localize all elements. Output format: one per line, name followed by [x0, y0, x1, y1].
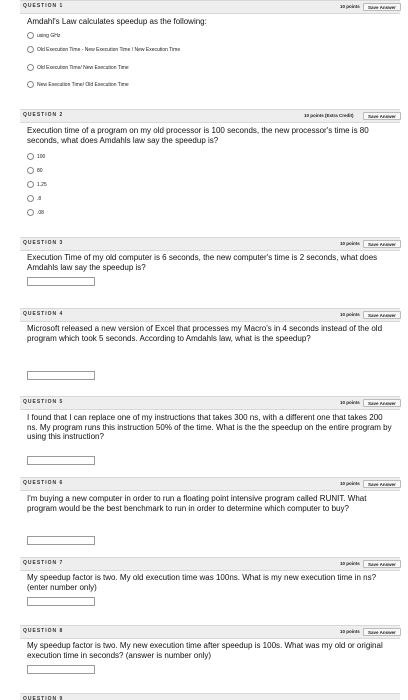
option-label: Old Execution Time/ New Execution Time: [37, 64, 129, 71]
question-9-header: [20, 693, 400, 700]
question-8-answer-input[interactable]: [27, 665, 95, 674]
radio-button[interactable]: [27, 181, 34, 188]
option-label: using GHz: [37, 32, 61, 39]
question-9-number: QUESTION 9: [23, 696, 64, 700]
question-2-save-button[interactable]: Save Answer: [363, 112, 401, 120]
option-label: .08: [37, 209, 44, 216]
question-8-save-button[interactable]: Save Answer: [363, 628, 401, 636]
question-3-save-button[interactable]: Save Answer: [363, 240, 401, 248]
question-1-text: Amdahl's Law calculates speedup as the following:: [27, 17, 207, 26]
question-8-text: My speedup factor is two. My new execution time after speedup is 100s. What was my old or original execution time in seconds? (answer is number only): [27, 641, 383, 660]
question-4-number: QUESTION 4: [23, 311, 64, 317]
question-4-points: 10 points: [340, 312, 360, 317]
question-2-number: QUESTION 2: [23, 112, 64, 118]
question-6-save-button[interactable]: Save Answer: [363, 480, 401, 488]
question-7-text: My speedup factor is two. My old execution time was 100ns. What is my new execution time in ns? (enter number only): [27, 573, 377, 592]
question-8-points: 10 points: [340, 629, 360, 634]
question-7-save-button[interactable]: Save Answer: [363, 560, 401, 568]
question-5-save-button[interactable]: Save Answer: [363, 399, 401, 407]
question-3-header: [20, 237, 400, 251]
option-label: .8: [37, 195, 42, 202]
question-6-header: [20, 477, 400, 491]
radio-button[interactable]: [27, 167, 34, 174]
radio-button[interactable]: [27, 46, 34, 53]
question-5-answer-input[interactable]: [27, 456, 95, 465]
question-7-answer-input[interactable]: [27, 597, 95, 606]
question-6-text: I'm buying a new computer in order to run a floating point intensive program called RUNIT. What program would be the best benchmark to run in order to determine which computer to buy?: [27, 494, 367, 513]
question-4-header: [20, 308, 400, 322]
radio-button[interactable]: [27, 64, 34, 71]
question-4-answer-input[interactable]: [27, 371, 95, 380]
question-8-number: QUESTION 8: [23, 628, 64, 634]
question-2-header: [20, 109, 400, 123]
question-6-points: 10 points: [340, 481, 360, 486]
question-7-header: [20, 557, 400, 571]
option-label: 1.25: [37, 181, 47, 188]
question-3-points: 10 points: [340, 241, 360, 246]
question-3-answer-input[interactable]: [27, 277, 95, 286]
option-label: Old Execution Time - New Execution Time / New Execution Time: [37, 46, 181, 53]
question-8-header: [20, 625, 400, 639]
question-1-header: [20, 0, 400, 14]
radio-button[interactable]: [27, 195, 34, 202]
question-4-save-button[interactable]: Save Answer: [363, 311, 401, 319]
question-3-text: Execution Time of my old computer is 6 seconds, the new computer's time is 2 seconds, what does Amdahls law say the speedup is?: [27, 253, 378, 272]
question-1-number: QUESTION 1: [23, 3, 64, 9]
question-7-number: QUESTION 7: [23, 560, 64, 566]
question-5-text: I found that I can replace one of my instructions that takes 300 ns, with a different one that takes 200 ns. My program runs this instruction 50% of the time. What is the the speedup on the entire program by using this instruction?: [27, 413, 392, 441]
question-6-number: QUESTION 6: [23, 480, 64, 486]
question-1-save-button[interactable]: Save Answer: [363, 3, 401, 11]
radio-button[interactable]: [27, 81, 34, 88]
radio-button[interactable]: [27, 32, 34, 39]
question-5-points: 10 points: [340, 400, 360, 405]
option-label: New Execution Time/ Old Execution Time: [37, 81, 129, 88]
question-2-text: Execution time of a program on my old processor is 100 seconds, the new processor's time is 80 seconds, what does Amdahls law say the speedup is?: [27, 126, 369, 145]
question-2-points: 10 points (Extra Credit): [304, 113, 354, 118]
question-5-number: QUESTION 5: [23, 399, 64, 405]
option-label: 100: [37, 153, 46, 160]
question-1-points: 10 points: [340, 4, 360, 9]
question-6-answer-input[interactable]: [27, 536, 95, 545]
question-3-number: QUESTION 3: [23, 240, 64, 246]
radio-button[interactable]: [27, 209, 34, 216]
question-7-points: 10 points: [340, 561, 360, 566]
radio-button[interactable]: [27, 153, 34, 160]
option-label: 80: [37, 167, 43, 174]
question-5-header: [20, 396, 400, 410]
question-4-text: Microsoft released a new version of Excel that processes my Macro's in 4 seconds instead of the old program which took 5 seconds. According to Amdahls law, what is the speedup?: [27, 324, 383, 343]
